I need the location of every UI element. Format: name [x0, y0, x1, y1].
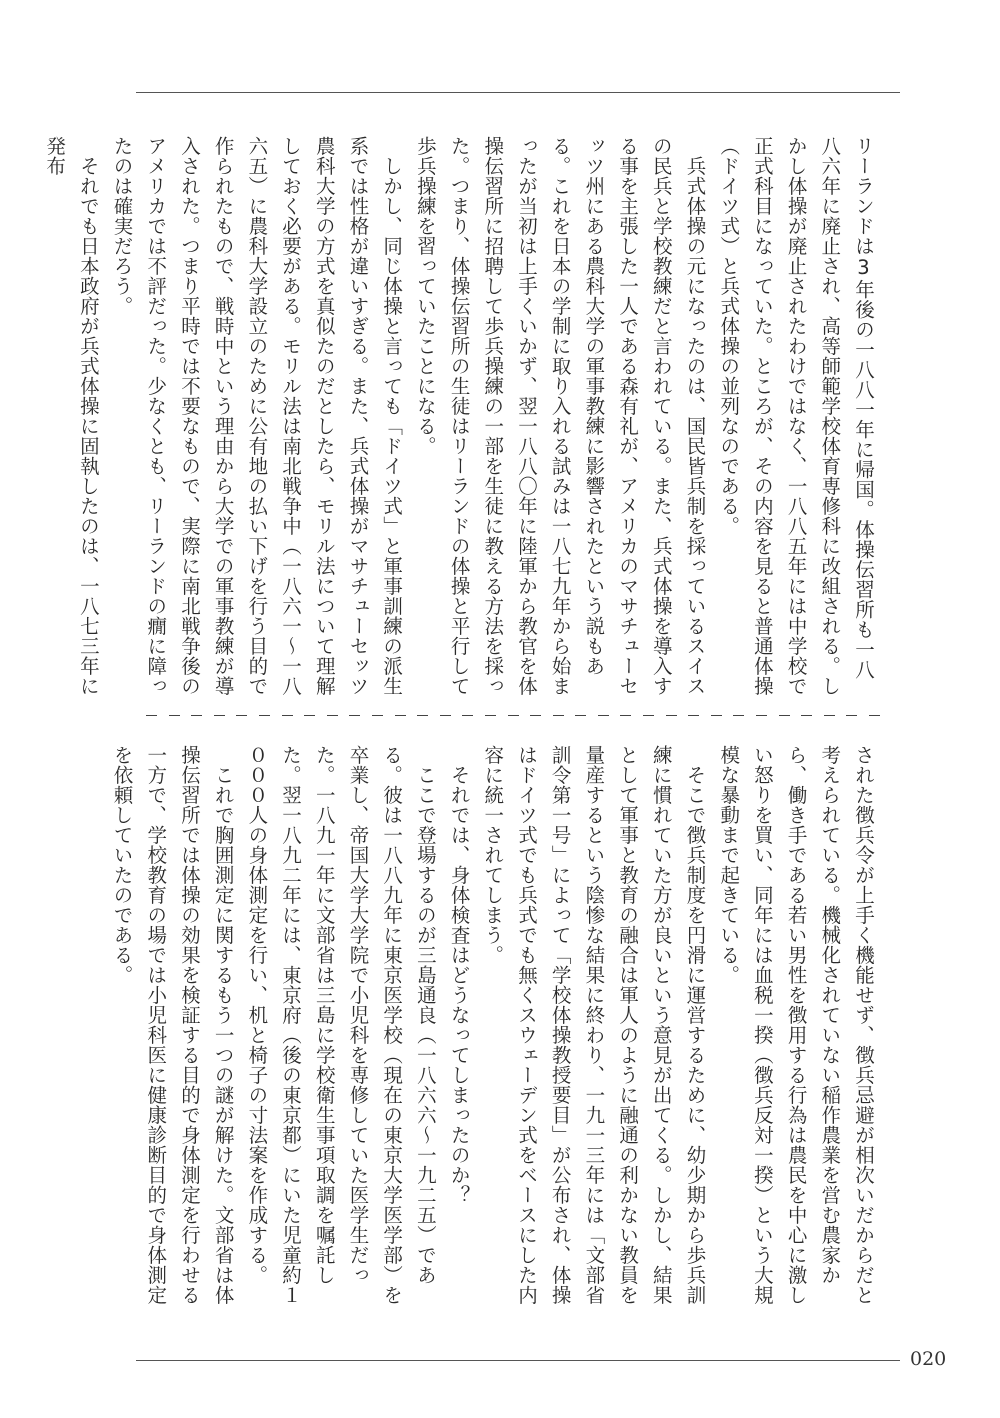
divider-dash	[259, 715, 270, 716]
paragraph: それでは、身体検査はどうなってしまったのか？	[447, 745, 471, 1205]
divider-dash	[779, 715, 790, 716]
paragraph: それでも日本政府が兵式体操に固執したのは、一八七三年に発布	[43, 136, 100, 696]
divider-dash	[733, 715, 744, 716]
divider-dash	[666, 715, 677, 716]
divider-dash	[304, 715, 315, 716]
top-rule	[136, 92, 900, 93]
lower-text-block	[105, 745, 880, 1310]
bottom-rule	[136, 1360, 900, 1361]
divider-dash	[756, 715, 767, 716]
paragraph: 兵式体操の元になったのは、国民皆兵制を採っているスイスの民兵と学校教練だと言われている。また、兵式体操を導入する事を主張した一人である森有礼が、アメリカのマサチューセッツ州にある農科大学の軍事教練に影響されたという説もある。これを日本の学制に取り入れる試みは一八七九年から始まったが当初は上手くいかず、翌一八八〇年に陸軍から教官を体操伝習所に招聘して歩兵操練の一部を生徒に教える方法を採った。つまり、体操伝習所の生徒はリーランドの体操と平行して歩兵操練を習っていたことになる。	[413, 136, 707, 696]
divider-dash	[801, 715, 812, 716]
divider-dash	[395, 715, 406, 716]
paragraph: された徴兵令が上手く機能せず、徴兵忌避が相次いだからだと考えられている。機械化されていない稲作農業を営む農家から、働き手である若い男性を徴用する行為は農民を中心に激しい怒りを買い、同年には血税一揆（徴兵反対一揆）という大規模な暴動まで起きている。	[717, 745, 875, 1305]
divider-dash	[282, 715, 293, 716]
divider-dash	[462, 715, 473, 716]
divider-dash	[530, 715, 541, 716]
divider-dash	[372, 715, 383, 716]
divider-dash	[508, 715, 519, 716]
divider-dash	[711, 715, 722, 716]
divider-dash	[575, 715, 586, 716]
divider-dash	[643, 715, 654, 716]
divider-dash	[214, 715, 225, 716]
divider-dash	[688, 715, 699, 716]
divider-dash	[598, 715, 609, 716]
paragraph: これで胸囲測定に関するもう一つの謎が解けた。文部省は体操伝習所では体操の効果を検証する目的で身体測定を行わせる一方で、学校教育の場では小児科医に健康診断目的で身体測定を依頼していたのである。	[110, 745, 235, 1305]
divider-dash	[620, 715, 631, 716]
paragraph: リーランドは3年後の一八八一年に帰国。体操伝習所も一八八六年に廃止され、高等師範学校体育専修科に改組される。しかし体操が廃止されたわけではなく、一八八五年には中学校で正式科目になっていた。ところが、その内容を見ると普通体操（ドイツ式）と兵式体操の並列なのである。	[717, 136, 875, 696]
upper-text-block	[37, 136, 880, 696]
divider-dash	[146, 715, 157, 716]
divider-dash	[191, 715, 202, 716]
dashed-divider	[146, 708, 880, 722]
divider-dash	[349, 715, 360, 716]
divider-dash	[236, 715, 247, 716]
paragraph: ここで登場するのが三島通良（一八六六～一九二五）である。彼は一八八九年に東京医学校（現在の東京大学医学部）を卒業し、帝国大学大学院で小児科を専修していた医学生だった。一八九一年に文部省は三島に学校衛生事項取調を嘱託した。翌一八九二年には、東京府（後の東京都）にいた児童約１０００人の身体測定を行い、机と椅子の寸法案を作成する。	[245, 745, 437, 1305]
divider-dash	[824, 715, 835, 716]
page-number: 020	[910, 1348, 947, 1370]
divider-dash	[327, 715, 338, 716]
divider-dash	[846, 715, 857, 716]
divider-dash	[485, 715, 496, 716]
paragraph: そこで徴兵制度を円滑に運営するために、幼少期から歩兵訓練に慣れていた方が良いという意見が出てくる。しかし、結果として軍事と教育の融合は軍人のように融通の利かない教員を量産するという陰惨な結果に終わり、一九一三年には「文部省訓令第一号」によって「学校体操教授要目」が公布され、体操はドイツ式でも兵式でも無くスウェーデン式をベースにした内容に統一されてしまう。	[481, 745, 707, 1305]
divider-dash	[440, 715, 451, 716]
paragraph: しかし、同じ体操と言っても「ドイツ式」と軍事訓練の派生系では性格が違いすぎる。また、兵式体操がマサチューセッツ農科大学の方式を真似たのだとしたら、モリル法について理解しておく必要がある。モリル法は南北戦争中（一八六一～一八六五）に農科大学設立のために公有地の払い下げを行う目的で作られたもので、戦時中という理由から大学での軍事教練が導入された。つまり平時では不要なもので、実際に南北戦争後のアメリカでは不評だった。少なくとも、リーランドの癇に障ったのは確実だろう。	[110, 136, 404, 696]
divider-dash	[869, 715, 880, 716]
divider-dash	[553, 715, 564, 716]
divider-dash	[169, 715, 180, 716]
divider-dash	[417, 715, 428, 716]
